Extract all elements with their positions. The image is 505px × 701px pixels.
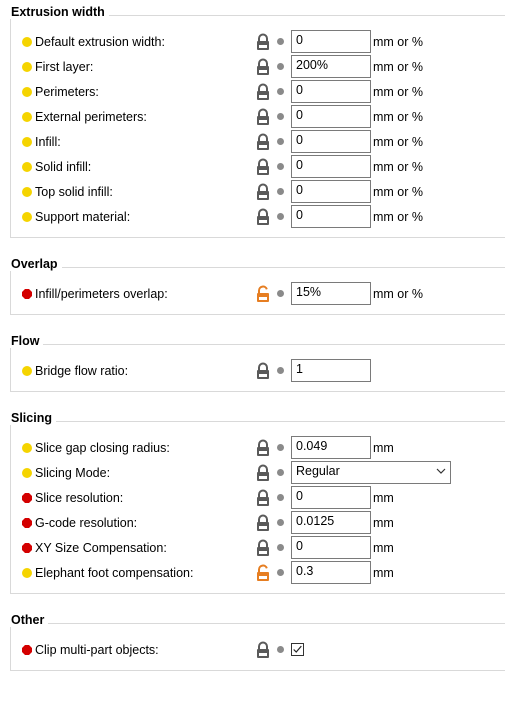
setting-row-gcode-resolution — [11, 511, 505, 536]
unit-label: mm — [373, 491, 394, 505]
required-dot-icon — [22, 366, 32, 376]
group-title: Other — [7, 613, 48, 627]
required-dot-icon — [22, 87, 32, 97]
required-dot-icon — [22, 443, 32, 453]
group-flow — [10, 334, 505, 392]
advanced-dot-icon — [22, 289, 32, 299]
setting-row-external-perimeters — [11, 105, 505, 130]
lock-icon[interactable] — [255, 133, 271, 151]
lock-icon[interactable] — [255, 539, 271, 557]
setting-row-slicing-mode — [11, 461, 505, 486]
setting-label: G-code resolution: — [35, 516, 138, 530]
setting-label: Slicing Mode: — [35, 466, 111, 480]
setting-label: Bridge flow ratio: — [35, 364, 129, 378]
setting-label: Default extrusion width: — [35, 35, 165, 49]
unit-label: mm or % — [373, 287, 423, 301]
reset-dot-icon[interactable] — [277, 494, 284, 501]
setting-row-slice-gap-closing-radius — [11, 436, 505, 461]
unit-label: mm or % — [373, 60, 423, 74]
reset-dot-icon[interactable] — [277, 469, 284, 476]
external-perimeters-input[interactable]: 0 — [291, 105, 371, 128]
setting-row-infill-perimeters-overlap — [11, 282, 505, 307]
setting-label: XY Size Compensation: — [35, 541, 167, 555]
required-dot-icon — [22, 162, 32, 172]
gcode-resolution-input[interactable]: 0.0125 — [291, 511, 371, 534]
unit-label: mm — [373, 441, 394, 455]
setting-label: Infill/perimeters overlap: — [35, 287, 168, 301]
setting-label: Infill: — [35, 135, 61, 149]
slice-gap-closing-radius-input[interactable]: 0.049 — [291, 436, 371, 459]
clip-multi-part-objects-checkbox[interactable] — [291, 643, 304, 656]
required-dot-icon — [22, 37, 32, 47]
lock-icon[interactable] — [255, 514, 271, 532]
reset-dot-icon[interactable] — [277, 88, 284, 95]
group-slicing — [10, 411, 505, 594]
setting-row-slice-resolution — [11, 486, 505, 511]
support-material-input[interactable]: 0 — [291, 205, 371, 228]
setting-row-xy-size-compensation — [11, 536, 505, 561]
setting-row-default-extrusion-width — [11, 30, 505, 55]
lock-icon[interactable] — [255, 362, 271, 380]
required-dot-icon — [22, 137, 32, 147]
setting-row-support-material — [11, 205, 505, 230]
unit-label: mm — [373, 566, 394, 580]
first-layer-input[interactable]: 200% — [291, 55, 371, 78]
group-other — [10, 613, 505, 671]
slicing-mode-select[interactable] — [291, 461, 451, 484]
lock-icon[interactable] — [255, 158, 271, 176]
reset-dot-icon[interactable] — [277, 290, 284, 297]
lock-icon[interactable] — [255, 464, 271, 482]
required-dot-icon — [22, 187, 32, 197]
bridge-flow-ratio-input[interactable]: 1 — [291, 359, 371, 382]
group-extrusion-width — [10, 5, 505, 238]
setting-row-bridge-flow-ratio — [11, 359, 505, 384]
lock-icon[interactable] — [255, 489, 271, 507]
required-dot-icon — [22, 568, 32, 578]
unit-label: mm or % — [373, 160, 423, 174]
lock-icon[interactable] — [255, 183, 271, 201]
setting-row-clip-multi-part-objects — [11, 638, 505, 663]
lock-icon[interactable] — [255, 83, 271, 101]
group-title: Overlap — [7, 257, 62, 271]
lock-icon[interactable] — [255, 108, 271, 126]
reset-dot-icon[interactable] — [277, 163, 284, 170]
setting-label: Elephant foot compensation: — [35, 566, 194, 580]
required-dot-icon — [22, 112, 32, 122]
advanced-dot-icon — [22, 493, 32, 503]
required-dot-icon — [22, 62, 32, 72]
reset-dot-icon[interactable] — [277, 569, 284, 576]
reset-dot-icon[interactable] — [277, 213, 284, 220]
setting-label: Perimeters: — [35, 85, 99, 99]
elephant-foot-compensation-input[interactable]: 0.3 — [291, 561, 371, 584]
reset-dot-icon[interactable] — [277, 138, 284, 145]
setting-row-infill — [11, 130, 505, 155]
setting-label: Slice gap closing radius: — [35, 441, 170, 455]
setting-label: Support material: — [35, 210, 131, 224]
reset-dot-icon[interactable] — [277, 444, 284, 451]
lock-icon[interactable] — [255, 33, 271, 51]
unit-label: mm or % — [373, 135, 423, 149]
xy-size-compensation-input[interactable]: 0 — [291, 536, 371, 559]
unlock-icon[interactable] — [255, 285, 271, 303]
unit-label: mm — [373, 541, 394, 555]
slice-resolution-input[interactable]: 0 — [291, 486, 371, 509]
group-title: Slicing — [7, 411, 56, 425]
unit-label: mm or % — [373, 110, 423, 124]
perimeters-input[interactable]: 0 — [291, 80, 371, 103]
advanced-dot-icon — [22, 645, 32, 655]
lock-icon[interactable] — [255, 208, 271, 226]
reset-dot-icon[interactable] — [277, 646, 284, 653]
setting-label: Slice resolution: — [35, 491, 124, 505]
chevron-down-icon — [436, 465, 446, 477]
infill-perimeters-overlap-input[interactable]: 15% — [291, 282, 371, 305]
unlock-icon[interactable] — [255, 564, 271, 582]
setting-label: Top solid infill: — [35, 185, 113, 199]
group-title: Extrusion width — [7, 5, 109, 19]
reset-dot-icon[interactable] — [277, 519, 284, 526]
solid-infill-input[interactable]: 0 — [291, 155, 371, 178]
setting-label: External perimeters: — [35, 110, 147, 124]
setting-row-top-solid-infill — [11, 180, 505, 205]
required-dot-icon — [22, 468, 32, 478]
setting-row-perimeters — [11, 80, 505, 105]
reset-dot-icon[interactable] — [277, 188, 284, 195]
advanced-dot-icon — [22, 543, 32, 553]
reset-dot-icon[interactable] — [277, 63, 284, 70]
advanced-dot-icon — [22, 518, 32, 528]
setting-label: First layer: — [35, 60, 94, 74]
reset-dot-icon[interactable] — [277, 38, 284, 45]
slicing-mode-value: Regular — [296, 464, 340, 478]
unit-label: mm or % — [373, 185, 423, 199]
lock-icon[interactable] — [255, 58, 271, 76]
setting-row-solid-infill — [11, 155, 505, 180]
group-overlap — [10, 257, 505, 315]
checkmark-icon — [292, 644, 303, 655]
unit-label: mm — [373, 516, 394, 530]
top-solid-infill-input[interactable]: 0 — [291, 180, 371, 203]
reset-dot-icon[interactable] — [277, 367, 284, 374]
setting-label: Clip multi-part objects: — [35, 643, 159, 657]
required-dot-icon — [22, 212, 32, 222]
unit-label: mm or % — [373, 85, 423, 99]
lock-icon[interactable] — [255, 439, 271, 457]
infill-input[interactable]: 0 — [291, 130, 371, 153]
reset-dot-icon[interactable] — [277, 544, 284, 551]
unit-label: mm or % — [373, 210, 423, 224]
setting-row-first-layer — [11, 55, 505, 80]
lock-icon[interactable] — [255, 641, 271, 659]
reset-dot-icon[interactable] — [277, 113, 284, 120]
setting-row-elephant-foot-compensation — [11, 561, 505, 586]
setting-label: Solid infill: — [35, 160, 92, 174]
default-extrusion-width-input[interactable]: 0 — [291, 30, 371, 53]
unit-label: mm or % — [373, 35, 423, 49]
group-title: Flow — [7, 334, 43, 348]
